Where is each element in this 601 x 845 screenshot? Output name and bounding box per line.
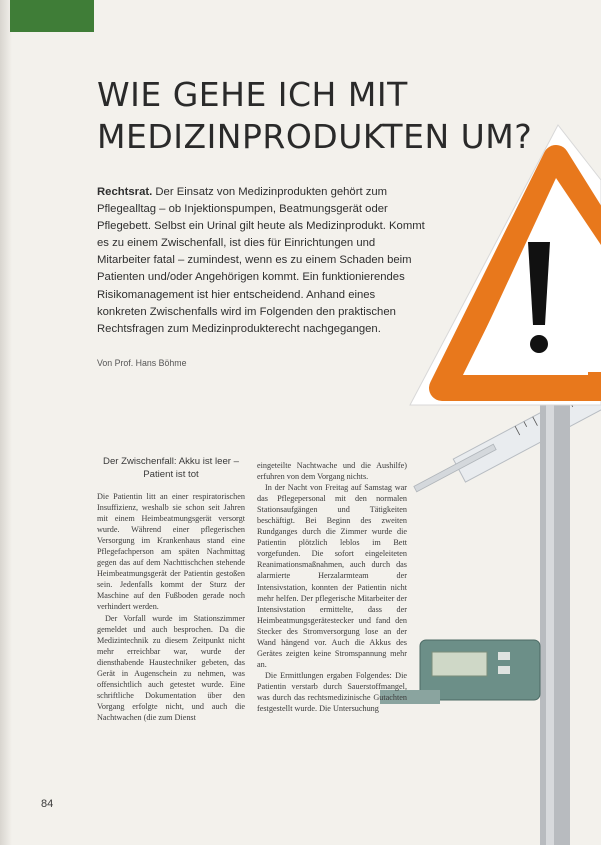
page-number: 84 [41, 798, 54, 810]
title-line-2: MEDIZINPRODUKTEN UM? [97, 117, 533, 156]
column1-paragraph: Der Vorfall wurde im Stationszimmer gemeldet und auch besprochen. Da die Medizintechnik zu diesem Zeitpunkt nicht mehr erreichbar war, wurde der diensthabende Haustechniker gebeten, das Gerät in Augenschein zu nehmen, was offensichtlich auch getestet wurde. Eine schriftliche Dokumentation über den Vorgang erfolgte nicht, und auch die Nachtwachen (die zum Dienst [97, 613, 245, 722]
page-gutter-shadow [0, 0, 12, 845]
sign-pole [540, 370, 570, 845]
column2-paragraph: Die Ermittlungen ergaben Folgendes: Die Patientin verstarb durch Sauerstoffmangel, was durch das rechtsmedizinische Gutachten festgestellt wurde. Die Untersuchung [257, 670, 407, 714]
lead-paragraph [97, 184, 427, 338]
article-column-2 [257, 460, 407, 714]
article-column-1 [97, 456, 245, 723]
column2-paragraph: eingeteilte Nachtwache und die Aushilfe) erfuhren von dem Vorgang nichts. [257, 461, 407, 482]
lead-kicker: Rechtsrat. [97, 186, 153, 198]
section-color-tab [10, 0, 94, 32]
warning-triangle-icon [410, 125, 601, 405]
column2-paragraph: In der Nacht von Freitag auf Samstag war das Pflegepersonal mit den normalen Stationsaufgängen und Tätigkeiten beschäftigt. Bei Beginn des zweiten Rundganges durch die Zimmer wurde die Patientin plötzlich leblos im Bett vorgefunden. Die sofort eingeleiteten Reanimationsmaßnahmen, auch durch das alarmierte Herzalarmteam der Intensivstation, konnten der Patientin nicht mehr helfen. Der pflegerische Mitarbeiter der Intensivstation ermittelte, dass der Heimbeatmungsgerätestecker und fand den Stecker des Stromversorgung lose an der Wand hängend vor. Auch die Akkus des Gerätes zeigten keine Stromspannung mehr an. [257, 483, 407, 669]
lead-text: Der Einsatz von Medizinprodukten gehört zum Pflegealltag – ob Injektionspumpen, Beatmungsgerät oder Pflegebett. Selbst ein Urinal gilt heute als Medizinprodukt. Kommt es zu einem Zwischenfall, ist dies für Einrichtungen und Mitarbeiter fatal – zumindest, wenn es zu einem Schaden beim Patienten und/oder Angehörigen kommt. Ein funktionierendes Risikomanagement ist hier entscheidend. Anhand eines konkreten Zwischenfalls wird im Folgenden den praktischen Rechtsfragen zum Medizinprodukterecht nachgegangen. [97, 186, 425, 335]
warning-sign-illustration [380, 120, 601, 845]
section-heading: Der Zwischenfall: Akku ist leer – Patient ist tot [103, 456, 239, 480]
column1-paragraph: Die Patientin litt an einer respiratorischen Insuffizienz, weshalb sie schon seit Jahren mit einem Heimbeatmungsgerät versorgt wurde. Während einer pflegerischen Versorgung im Krankenhaus stand eine Pflegefachperson am späten Nachmittag gegen das auf dem Nachttischchen stehende Heimbeatmungsgerät der Patientin gestoßen sein. Jedenfalls kommt der Sturz der Maschine auf den Fußboden gerade noch verhindert werden. [97, 492, 245, 612]
title-line-1: WIE GEHE ICH MIT [97, 75, 408, 114]
author-byline: Von Prof. Hans Böhme [97, 358, 187, 368]
